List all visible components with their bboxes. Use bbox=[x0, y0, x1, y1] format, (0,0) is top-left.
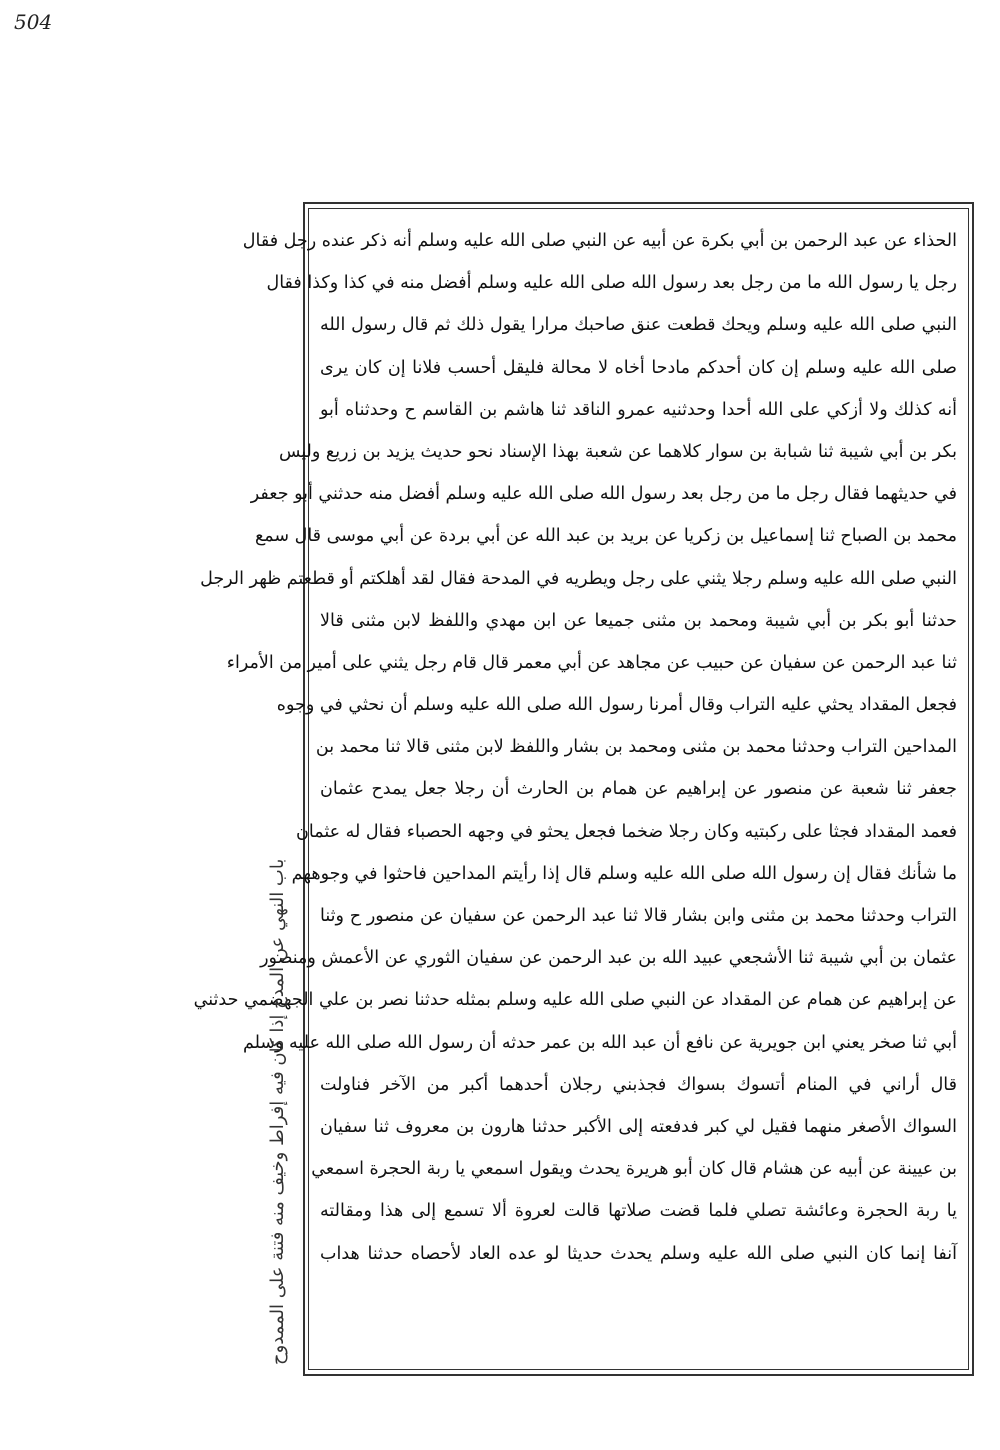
text-line: بن عيينة عن أبيه عن هشام قال كان أبو هريرة يحدث ويقول اسمعي يا ربة الحجرة اسمعي bbox=[311, 1159, 957, 1180]
text-line: بكر بن أبي شيبة ثنا شبابة بن سوار كلاهما عن شعبة بهذا الإسناد نحو حديث يزيد بن زريع وليس bbox=[278, 441, 957, 462]
text-line: السواك الأصغر منهما فقيل لي كبر فدفعته إلى الأكبر حدثنا هارون بن معروف ثنا سفيان bbox=[320, 1116, 957, 1137]
text-line: أبي ثنا صخر يعني ابن جويرية عن نافع أن عبد الله بن عمر حدثه أن رسول الله صلى الله عليه وسلم bbox=[242, 1032, 957, 1053]
text-line: ثنا عبد الرحمن عن سفيان عن حبيب عن مجاهد عن أبي معمر قال قام رجل يثني على أمير من الأمراء bbox=[226, 652, 957, 673]
text-line: النبي صلى الله عليه وسلم رجلا يثني على رجل ويطريه في المدحة فقال لقد أهلكتم أو قطعتم ظهر الرجل bbox=[200, 568, 957, 589]
text-line: رجل يا رسول الله ما من رجل بعد رسول الله صلى الله عليه وسلم أفضل منه في كذا وكذا فقال bbox=[266, 273, 957, 294]
text-line: ما شأنك فقال إن رسول الله صلى الله عليه وسلم قال إذا رأيتم المداحين فاحثوا في وجوههم bbox=[291, 863, 957, 884]
folio-number: 504 bbox=[14, 10, 53, 34]
text-line: يا ربة الحجرة وعائشة تصلي فلما قضت صلاتها قالت لعروة ألا تسمع إلى هذا ومقالته bbox=[320, 1201, 957, 1222]
text-line: فجعل المقداد يحثي عليه التراب وقال أمرنا رسول الله صلى الله عليه وسلم أن نحثي في وجوه bbox=[276, 695, 957, 716]
margin-chapter-heading: باب النهي عن المدح إذا كان فيه إفراط وخيف منه فتنة على الممدوح bbox=[267, 858, 288, 1365]
text-line: الحذاء عن عبد الرحمن بن أبي بكرة عن أبيه عن النبي صلى الله عليه وسلم أنه ذكر عنده رجل فقال bbox=[242, 231, 957, 251]
text-line: قال أراني في المنام أتسوك بسواك فجذبني رجلان أحدهما أكبر من الآخر فناولت bbox=[320, 1074, 957, 1095]
text-line: حدثنا أبو بكر بن أبي شيبة ومحمد بن مثنى جميعا عن ابن مهدي واللفظ لابن مثنى قالا bbox=[320, 610, 957, 631]
text-line: أنه كذلك ولا أزكي على الله أحدا وحدثنيه عمرو الناقد ثنا هاشم بن القاسم ح وحدثناه أبو bbox=[320, 399, 957, 420]
text-line: فعمد المقداد فجثا على ركبتيه وكان رجلا ضخما فجعل يحثو في وجهه الحصباء فقال له عثمان bbox=[296, 821, 957, 842]
text-line: عثمان بن أبي شيبة ثنا الأشجعي عبيد الله بن عبد الرحمن عن سفيان الثوري عن الأعمش ومنصور bbox=[260, 948, 957, 969]
text-line: جعفر ثنا شعبة عن منصور عن إبراهيم عن همام بن الحارث أن رجلا جعل يمدح عثمان bbox=[320, 779, 957, 800]
text-line: التراب وحدثنا محمد بن مثنى وابن بشار قالا ثنا عبد الرحمن عن سفيان عن منصور ح وثنا bbox=[320, 906, 957, 926]
text-line: محمد بن الصباح ثنا إسماعيل بن زكريا عن بريد بن عبد الله عن أبي بردة عن أبي موسى قال سمع bbox=[254, 526, 957, 547]
text-line: عن إبراهيم عن همام عن المقداد عن النبي صلى الله عليه وسلم بمثله حدثنا نصر بن علي الجهضمي حدثني bbox=[193, 990, 957, 1011]
text-line: النبي صلى الله عليه وسلم ويحك قطعت عنق صاحبك مرارا يقول ذلك ثم قال رسول الله bbox=[320, 315, 957, 336]
text-line: آنفا إنما كان النبي صلى الله عليه وسلم يحدث حديثا لو عده العاد لأحصاه حدثنا هداب bbox=[320, 1243, 957, 1264]
text-line: المداحين التراب وحدثنا محمد بن مثنى ومحمد بن بشار واللفظ لابن مثنى قالا ثنا محمد بن bbox=[315, 737, 957, 758]
text-line: صلى الله عليه وسلم إن كان أحدكم مادحا أخاه لا محالة فليقل أحسب فلانا إن كان يرى bbox=[320, 357, 957, 378]
text-line: في حديثهما فقال رجل ما من رجل بعد رسول الله صلى الله عليه وسلم أفضل منه حدثني أبو جعفر bbox=[250, 484, 957, 505]
